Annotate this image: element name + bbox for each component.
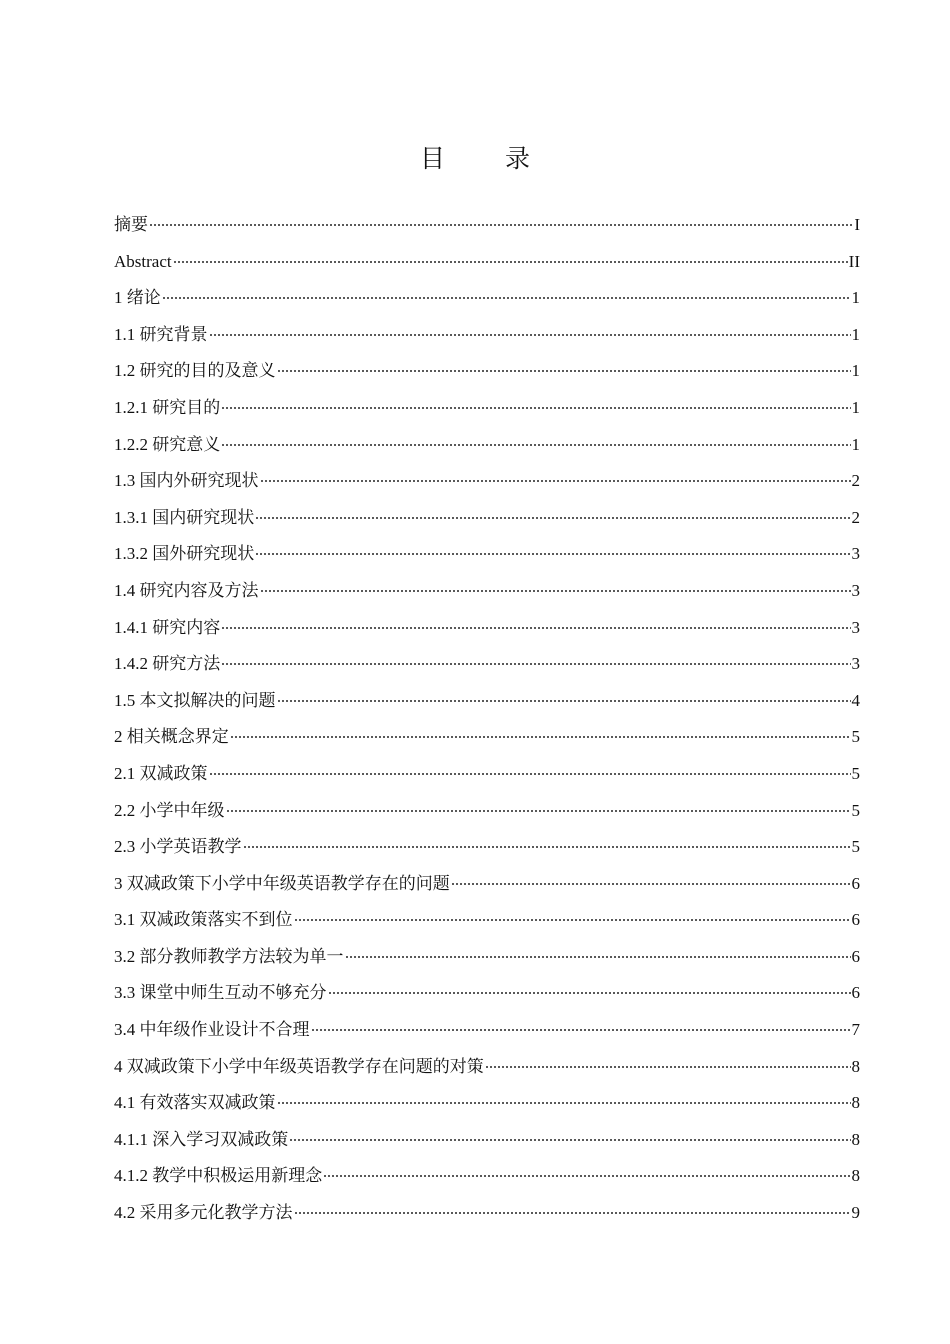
toc-entry[interactable] <box>114 646 860 683</box>
toc-entry-page-number: 8 <box>851 1056 860 1076</box>
toc-entry[interactable] <box>114 536 860 573</box>
toc-entry[interactable] <box>114 939 860 976</box>
toc-entry-label: 2.3 小学英语教学 <box>114 837 242 857</box>
toc-entry[interactable] <box>114 280 860 317</box>
toc-entry[interactable] <box>114 573 860 610</box>
toc-entry-page-number: 8 <box>851 1129 860 1149</box>
toc-entry[interactable] <box>114 1012 860 1049</box>
toc-entry-page-number: 1 <box>851 288 860 308</box>
toc-entry-label: 1.2.1 研究目的 <box>114 397 221 417</box>
toc-entry[interactable] <box>114 793 860 830</box>
toc-entry-page-number: 8 <box>851 1166 860 1186</box>
toc-entry-label: 4 双减政策下小学中年级英语教学存在问题的对策 <box>114 1056 484 1076</box>
toc-entry-label: 3.1 双减政策落实不到位 <box>114 910 293 930</box>
toc-entry-label: 1.2.2 研究意义 <box>114 434 221 454</box>
toc-entry-page-number: 3 <box>851 544 860 564</box>
toc-entry[interactable] <box>114 1195 860 1232</box>
toc-entry-label: 1.5 本文拟解决的问题 <box>114 690 276 710</box>
toc-entry-page-number: 1 <box>851 324 860 344</box>
dot-leader <box>345 956 851 958</box>
toc-entry[interactable] <box>114 829 860 866</box>
toc-entry-page-number: 7 <box>851 1020 860 1040</box>
toc-entry-label: 2.2 小学中年级 <box>114 800 225 820</box>
toc-entry-label: 2.1 双减政策 <box>114 763 208 783</box>
toc-entry[interactable] <box>114 610 860 647</box>
toc-entry-page-number: 2 <box>851 471 860 491</box>
toc-entry[interactable] <box>114 902 860 939</box>
toc-entry-page-number: 1 <box>851 397 860 417</box>
toc-entry-page-number: 3 <box>851 617 860 637</box>
toc-entry-page-number: 3 <box>851 580 860 600</box>
toc-entry-label: 4.2 采用多元化教学方法 <box>114 1203 293 1223</box>
toc-entry-page-number: 6 <box>851 873 860 893</box>
toc-entry[interactable] <box>114 866 860 903</box>
toc-entry-page-number: 4 <box>851 690 860 710</box>
toc-entry-page-number: 5 <box>851 837 860 857</box>
toc-entry-page-number: 8 <box>851 1093 860 1113</box>
toc-entry-label: 2 相关概念界定 <box>114 727 229 747</box>
dot-leader <box>226 810 851 812</box>
toc-entry-label: 1 绪论 <box>114 288 161 308</box>
dot-leader <box>230 736 851 738</box>
toc-entry-label: 1.2 研究的目的及意义 <box>114 361 276 381</box>
toc-entry-label: 1.1 研究背景 <box>114 324 208 344</box>
toc-entry-label: Abstract <box>114 251 172 271</box>
dot-leader <box>311 1029 851 1031</box>
toc-entry[interactable] <box>114 463 860 500</box>
toc-entry-label: 3.3 课堂中师生互动不够充分 <box>114 983 327 1003</box>
dot-leader <box>149 224 853 226</box>
toc-list <box>114 207 860 1232</box>
dot-leader <box>289 1139 850 1141</box>
toc-entry[interactable] <box>114 756 860 793</box>
toc-entry[interactable] <box>114 1049 860 1086</box>
toc-entry[interactable] <box>114 390 860 427</box>
dot-leader <box>221 627 850 629</box>
toc-entry[interactable] <box>114 719 860 756</box>
dot-leader <box>260 590 851 592</box>
toc-entry-page-number: II <box>848 251 860 271</box>
toc-entry[interactable] <box>114 683 860 720</box>
dot-leader <box>485 1066 851 1068</box>
toc-entry-page-number: I <box>854 215 860 234</box>
dot-leader <box>255 517 850 519</box>
dot-leader <box>221 444 850 446</box>
toc-entry-label: 4.1 有效落实双减政策 <box>114 1093 276 1113</box>
dot-leader <box>328 992 851 994</box>
dot-leader <box>221 663 850 665</box>
toc-entry-label: 1.4.1 研究内容 <box>114 617 221 637</box>
dot-leader <box>451 883 851 885</box>
toc-entry[interactable] <box>114 427 860 464</box>
toc-entry[interactable] <box>114 317 860 354</box>
dot-leader <box>294 919 851 921</box>
toc-entry-page-number: 9 <box>851 1203 860 1223</box>
toc-entry[interactable] <box>114 1085 860 1122</box>
dot-leader <box>277 370 851 372</box>
toc-entry[interactable] <box>114 975 860 1012</box>
dot-leader <box>323 1175 850 1177</box>
toc-entry-page-number: 6 <box>851 946 860 966</box>
toc-entry-page-number: 3 <box>851 654 860 674</box>
dot-leader <box>221 407 850 409</box>
toc-entry-label: 1.4.2 研究方法 <box>114 654 221 674</box>
toc-entry-page-number: 2 <box>851 507 860 527</box>
toc-entry-page-number: 6 <box>851 983 860 1003</box>
dot-leader <box>255 553 850 555</box>
toc-entry-label: 1.3 国内外研究现状 <box>114 471 259 491</box>
toc-entry-page-number: 5 <box>851 727 860 747</box>
toc-entry[interactable] <box>114 1158 860 1195</box>
toc-entry-label: 摘要 <box>114 215 148 234</box>
toc-entry-page-number: 1 <box>851 361 860 381</box>
toc-entry[interactable] <box>114 500 860 537</box>
toc-entry-page-number: 5 <box>851 800 860 820</box>
dot-leader <box>173 261 848 263</box>
toc-entry[interactable] <box>114 353 860 390</box>
toc-entry-label: 3.2 部分教师教学方法较为单一 <box>114 946 344 966</box>
dot-leader <box>209 773 851 775</box>
toc-entry-label: 3.4 中年级作业设计不合理 <box>114 1020 310 1040</box>
dot-leader <box>243 846 851 848</box>
toc-entry[interactable] <box>114 244 860 281</box>
toc-entry-label: 4.1.2 教学中积极运用新理念 <box>114 1166 323 1186</box>
dot-leader <box>294 1212 851 1214</box>
toc-entry-label: 3 双减政策下小学中年级英语教学存在的问题 <box>114 873 450 893</box>
toc-entry-label: 4.1.1 深入学习双减政策 <box>114 1129 289 1149</box>
toc-entry[interactable] <box>114 207 860 244</box>
toc-entry-page-number: 5 <box>851 763 860 783</box>
dot-leader <box>277 700 851 702</box>
toc-entry-label: 1.3.2 国外研究现状 <box>114 544 255 564</box>
dot-leader <box>209 334 851 336</box>
toc-entry-label: 1.3.1 国内研究现状 <box>114 507 255 527</box>
toc-title: 目 录 <box>420 143 556 173</box>
toc-entry[interactable] <box>114 1122 860 1159</box>
dot-leader <box>260 480 851 482</box>
dot-leader <box>162 297 851 299</box>
toc-entry-page-number: 6 <box>851 910 860 930</box>
toc-entry-label: 1.4 研究内容及方法 <box>114 580 259 600</box>
toc-entry-page-number: 1 <box>851 434 860 454</box>
dot-leader <box>277 1102 851 1104</box>
